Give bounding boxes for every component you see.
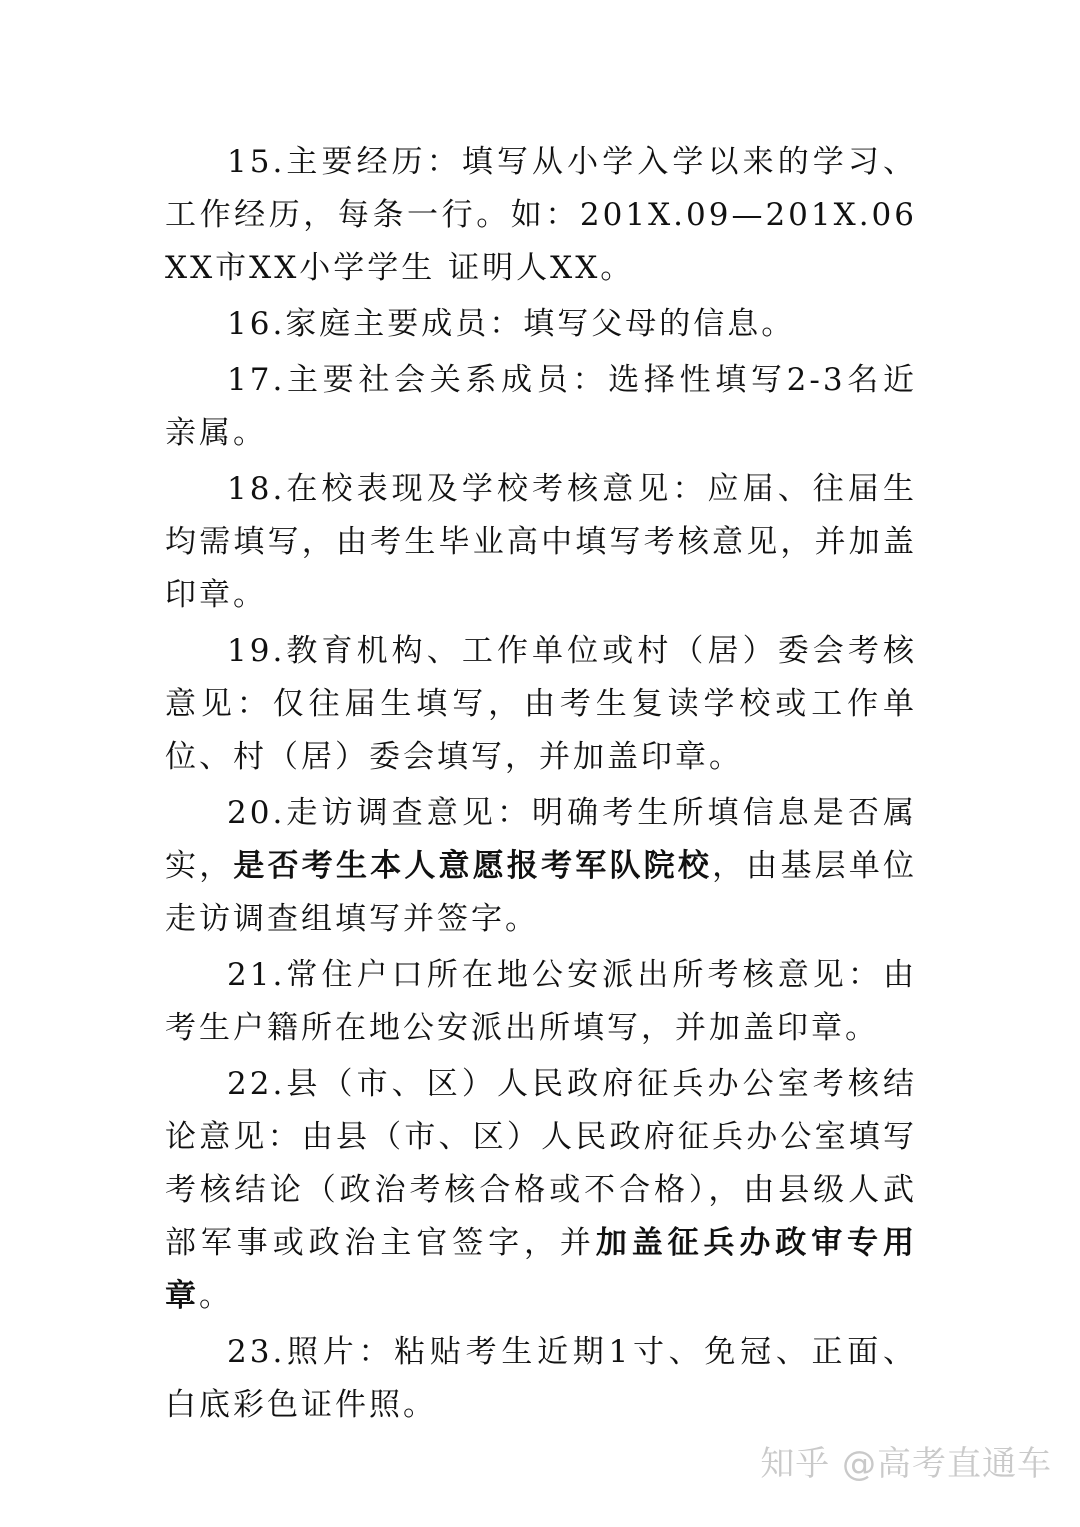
bold-text: 是否考生本人意愿报考军队院校 — [233, 848, 713, 884]
bold-text: 加盖征兵办政审专用章 — [165, 1225, 918, 1314]
paragraph-text: ，由基层单位走访调查组填写并签字。 — [165, 848, 918, 937]
document-body — [165, 136, 917, 1435]
paragraph-text: 15.主要经历：填写从小学入学以来的学习、工作经历，每条一行。如：201X.09—201X.06 XX市XX小学学生 证明人XX。 — [165, 144, 917, 286]
paragraph-text: 。 — [199, 1278, 233, 1314]
watermark: 知乎 @高考直通车 — [760, 1444, 1052, 1484]
paragraph-text: 20.走访调查意见：明确考生所填信息是否属实， — [165, 795, 917, 884]
paragraph-item-20 — [165, 787, 917, 946]
paragraph-item-17 — [165, 354, 917, 460]
paragraph-item-23 — [165, 1326, 917, 1432]
paragraph-item-16 — [165, 298, 917, 351]
paragraph-text: 17.主要社会关系成员：选择性填写2-3名近亲属。 — [165, 362, 917, 451]
paragraph-text: 21.常住户口所在地公安派出所考核意见：由考生户籍所在地公安派出所填写，并加盖印章。 — [165, 957, 917, 1046]
paragraph-text: 22.县（市、区）人民政府征兵办公室考核结论意见：由县（市、区）人民政府征兵办公室填写考核结论（政治考核合格或不合格），由县级人武部军事或政治主官签字，并 — [165, 1066, 917, 1261]
paragraph-item-22 — [165, 1058, 917, 1323]
paragraph-item-21 — [165, 949, 917, 1055]
paragraph-text: 16.家庭主要成员：填写父母的信息。 — [227, 306, 796, 342]
paragraph-item-18 — [165, 463, 917, 622]
paragraph-item-15 — [165, 136, 917, 295]
paragraph-item-19 — [165, 625, 917, 784]
paragraph-text: 18.在校表现及学校考核意见：应届、往届生均需填写，由考生毕业高中填写考核意见，并加盖印章。 — [165, 471, 917, 613]
paragraph-text: 19.教育机构、工作单位或村（居）委会考核意见：仅往届生填写，由考生复读学校或工作单位、村（居）委会填写，并加盖印章。 — [165, 633, 917, 775]
paragraph-text: 23.照片：粘贴考生近期1寸、免冠、正面、白底彩色证件照。 — [165, 1334, 917, 1423]
